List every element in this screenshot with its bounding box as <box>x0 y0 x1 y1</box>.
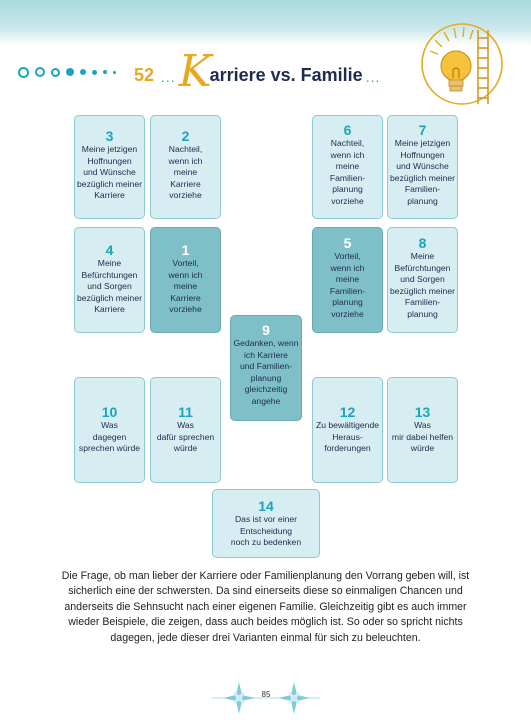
card-number: 1 <box>181 242 190 258</box>
card-11 <box>150 377 221 483</box>
compass-star-icon <box>223 682 255 714</box>
title-text: arriere vs. Familie <box>209 65 363 85</box>
card-number: 4 <box>105 242 114 258</box>
card-13 <box>387 377 458 483</box>
card-text: Meine Befürchtungen und Sorgen bezüglich meiner Karriere <box>77 258 142 315</box>
compass-star-icon <box>278 682 310 714</box>
dot-ring <box>51 68 60 77</box>
dot <box>66 68 74 76</box>
dot <box>113 71 116 74</box>
card-number: 8 <box>418 235 427 251</box>
card-text: Was dagegen sprechen würde <box>78 420 141 454</box>
card-14 <box>212 489 320 558</box>
card-number: 13 <box>414 404 431 420</box>
card-number: 10 <box>101 404 118 420</box>
card-number: 12 <box>339 404 356 420</box>
page-number: 85 <box>261 690 271 699</box>
card-number: 7 <box>418 122 427 138</box>
card-text: Meine Befürchtungen und Sorgen bezüglich meiner Familien- planung <box>390 251 455 319</box>
card-text: Was mir dabei helfen würde <box>391 420 454 454</box>
body-paragraph: Die Frage, ob man lieber der Karriere oder Familienplanung den Vorrang geben will, ist sicherlich eine der schwersten. Da sind einerseits diese so einmaligen Chancen und anderseits die Sehnsucht nach einer eigenen Familie. Gleichzeitig gibt es auch immer wieder Beispiele, die zeigen, dass auch beides möglich ist. So oder so spricht nichts dagegen, jede dieser drei Varianten einmal für sich zu beleuchten. <box>61 570 470 644</box>
card-number: 6 <box>343 122 352 138</box>
title-dots-after: ... <box>365 69 381 85</box>
card-text: Das ist vor einer Entscheidung noch zu bedenken <box>230 514 302 548</box>
card-text: Gedanken, wenn ich Karriere und Familien- planung gleichzeitig angehe <box>233 338 299 406</box>
dot-ring <box>35 67 45 77</box>
card-5 <box>312 227 383 333</box>
card-text: Meine jetzigen Hoffnungen und Wünsche bezüglich meiner Familien- planung <box>390 138 455 206</box>
title-dots: ... <box>161 69 176 85</box>
card-10 <box>74 377 145 483</box>
card-7 <box>387 115 458 219</box>
exercise-number: 52 <box>134 65 155 85</box>
card-number: 11 <box>178 404 193 420</box>
card-8 <box>387 227 458 333</box>
card-1 <box>150 227 221 333</box>
card-12 <box>312 377 383 483</box>
card-text: Meine jetzigen Hoffnungen und Wünsche bezüglich meiner Karriere <box>77 144 142 201</box>
dot <box>103 70 107 74</box>
dot <box>92 70 97 75</box>
card-text: Was dafür sprechen würde <box>156 420 215 454</box>
card-text: Zu bewältigende Heraus- forderungen <box>315 420 380 454</box>
dot <box>80 69 86 75</box>
dot-ring <box>18 67 29 78</box>
card-text: Vorteil, wenn ich meine Karriere vorziehe <box>168 258 203 315</box>
card-4 <box>74 227 145 333</box>
card-3 <box>74 115 145 219</box>
card-number: 9 <box>262 322 270 338</box>
card-6 <box>312 115 383 219</box>
page-title <box>134 46 383 97</box>
card-number: 2 <box>181 128 190 144</box>
title-initial: K <box>178 46 212 97</box>
lightbulb-ladder-icon <box>420 20 504 108</box>
decorative-dots <box>18 64 122 80</box>
card-number: 5 <box>343 235 352 251</box>
card-9 <box>230 315 302 421</box>
card-number: 14 <box>258 498 274 514</box>
card-text: Nachteil, wenn ich meine Karriere vorziehe <box>168 144 203 201</box>
card-2 <box>150 115 221 219</box>
card-text: Nachteil, wenn ich meine Familien- planung vorziehe <box>329 138 366 206</box>
card-text: Vorteil, wenn ich meine Familien- planung vorziehe <box>329 251 366 319</box>
card-number: 3 <box>105 128 114 144</box>
